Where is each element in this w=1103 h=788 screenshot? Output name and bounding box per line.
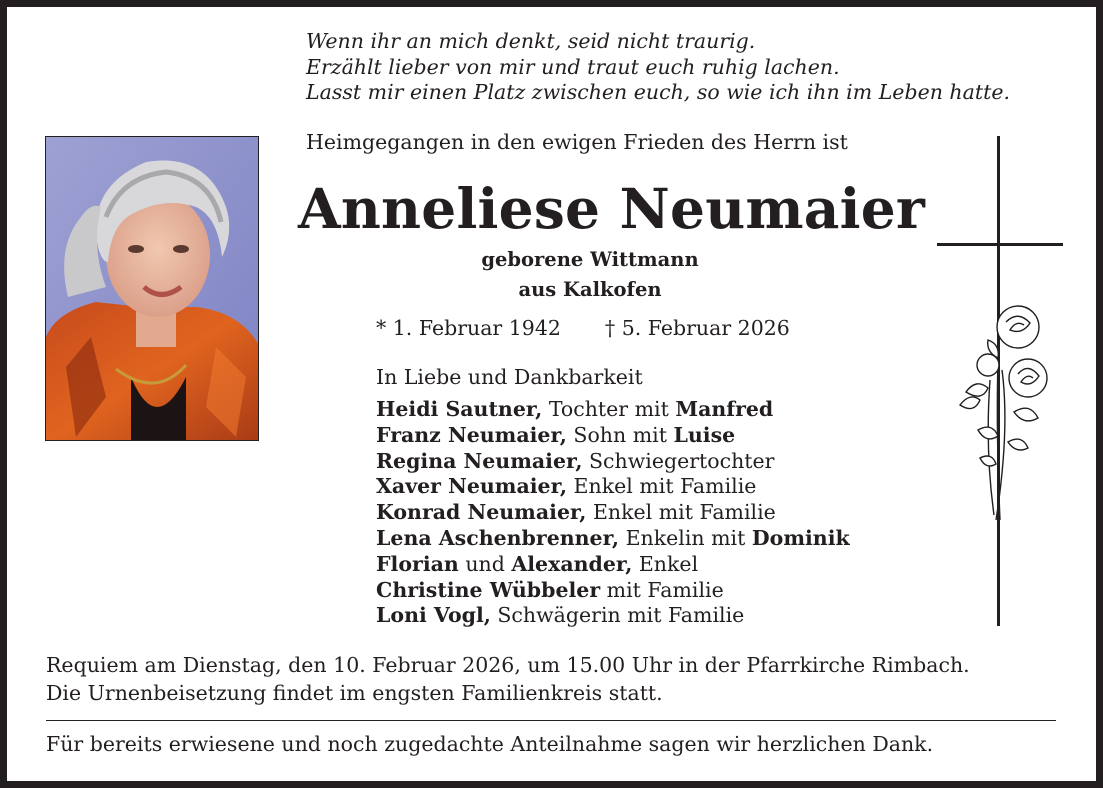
mourner-rel: Sohn mit bbox=[566, 422, 674, 447]
mourner-name: Christine Wübbeler bbox=[376, 577, 601, 602]
memorial-verse bbox=[306, 29, 1010, 106]
mourner-name: Florian bbox=[376, 551, 459, 576]
cross-icon bbox=[930, 130, 1070, 634]
mourner-row bbox=[376, 474, 850, 500]
verse-line: Erzählt lieber von mir und traut euch ruhig lachen. bbox=[306, 54, 840, 79]
mourner-name: Lena Aschenbrenner, bbox=[376, 525, 620, 550]
mourner-row bbox=[376, 397, 850, 423]
mourner-rel: Tochter mit bbox=[542, 397, 676, 421]
mourner-rest: Enkel bbox=[632, 551, 699, 576]
deceased-name: Anneliese Neumaier bbox=[298, 176, 926, 241]
roses-icon bbox=[960, 306, 1047, 520]
mourner-name: Franz Neumaier, bbox=[376, 422, 567, 447]
mourner-row bbox=[376, 526, 850, 552]
mourner-rel: Schwiegertochter bbox=[582, 448, 775, 473]
mourners-intro: In Liebe und Dankbarkeit bbox=[376, 365, 643, 389]
mourner-row bbox=[376, 423, 850, 449]
mourner-rel: Enkel mit Familie bbox=[567, 474, 757, 499]
mourner-row bbox=[376, 603, 850, 629]
mourner-row bbox=[376, 578, 850, 604]
mourner-partner: Dominik bbox=[751, 525, 850, 550]
verse-line: Wenn ihr an mich denkt, seid nicht traurig. bbox=[306, 29, 756, 53]
life-dates bbox=[376, 316, 790, 340]
burial-line: Die Urnenbeisetzung findet im engsten Familienkreis statt. bbox=[46, 680, 663, 705]
mourner-partner: Manfred bbox=[675, 397, 774, 421]
mourner-name: Konrad Neumaier, bbox=[376, 500, 587, 525]
requiem-info bbox=[46, 652, 970, 707]
mourner-partner: Luise bbox=[673, 422, 736, 447]
mourner-row bbox=[376, 449, 850, 475]
mourners-list bbox=[376, 397, 850, 629]
birth-date: * 1. Februar 1942 bbox=[376, 316, 561, 340]
death-date: † 5. Februar 2026 bbox=[604, 316, 790, 340]
divider bbox=[46, 720, 1056, 721]
verse-line: Lasst mir einen Platz zwischen euch, so wie ich ihn im Leben hatte. bbox=[306, 80, 1010, 104]
mourner-rel: und bbox=[458, 551, 512, 576]
thanks-footer: Für bereits erwiesene und noch zugedachte Anteilnahme sagen wir herzlichen Dank. bbox=[46, 732, 934, 756]
mourner-row bbox=[376, 500, 850, 526]
mourner-row bbox=[376, 552, 850, 578]
mourner-partner: Alexander, bbox=[511, 551, 633, 576]
mourner-name: Regina Neumaier, bbox=[376, 448, 583, 473]
requiem-line: Requiem am Dienstag, den 10. Februar 2026, um 15.00 Uhr in der Pfarrkirche Rimbach. bbox=[46, 653, 970, 677]
intro-text: Heimgegangen in den ewigen Frieden des Herrn ist bbox=[306, 130, 848, 154]
origin-text: aus Kalkofen bbox=[518, 278, 662, 301]
mourner-name: Heidi Sautner, bbox=[376, 397, 543, 421]
mourner-rel: Enkelin mit bbox=[619, 525, 752, 550]
mourner-name: Xaver Neumaier, bbox=[376, 474, 568, 499]
mourner-rel: Schwägerin mit Familie bbox=[490, 603, 745, 628]
mourner-name: Loni Vogl, bbox=[376, 603, 491, 628]
portrait-photo bbox=[45, 136, 259, 441]
mourner-rel: mit Familie bbox=[600, 577, 724, 602]
maiden-name: geborene Wittmann bbox=[481, 248, 699, 271]
mourner-rel: Enkel mit Familie bbox=[586, 500, 776, 525]
